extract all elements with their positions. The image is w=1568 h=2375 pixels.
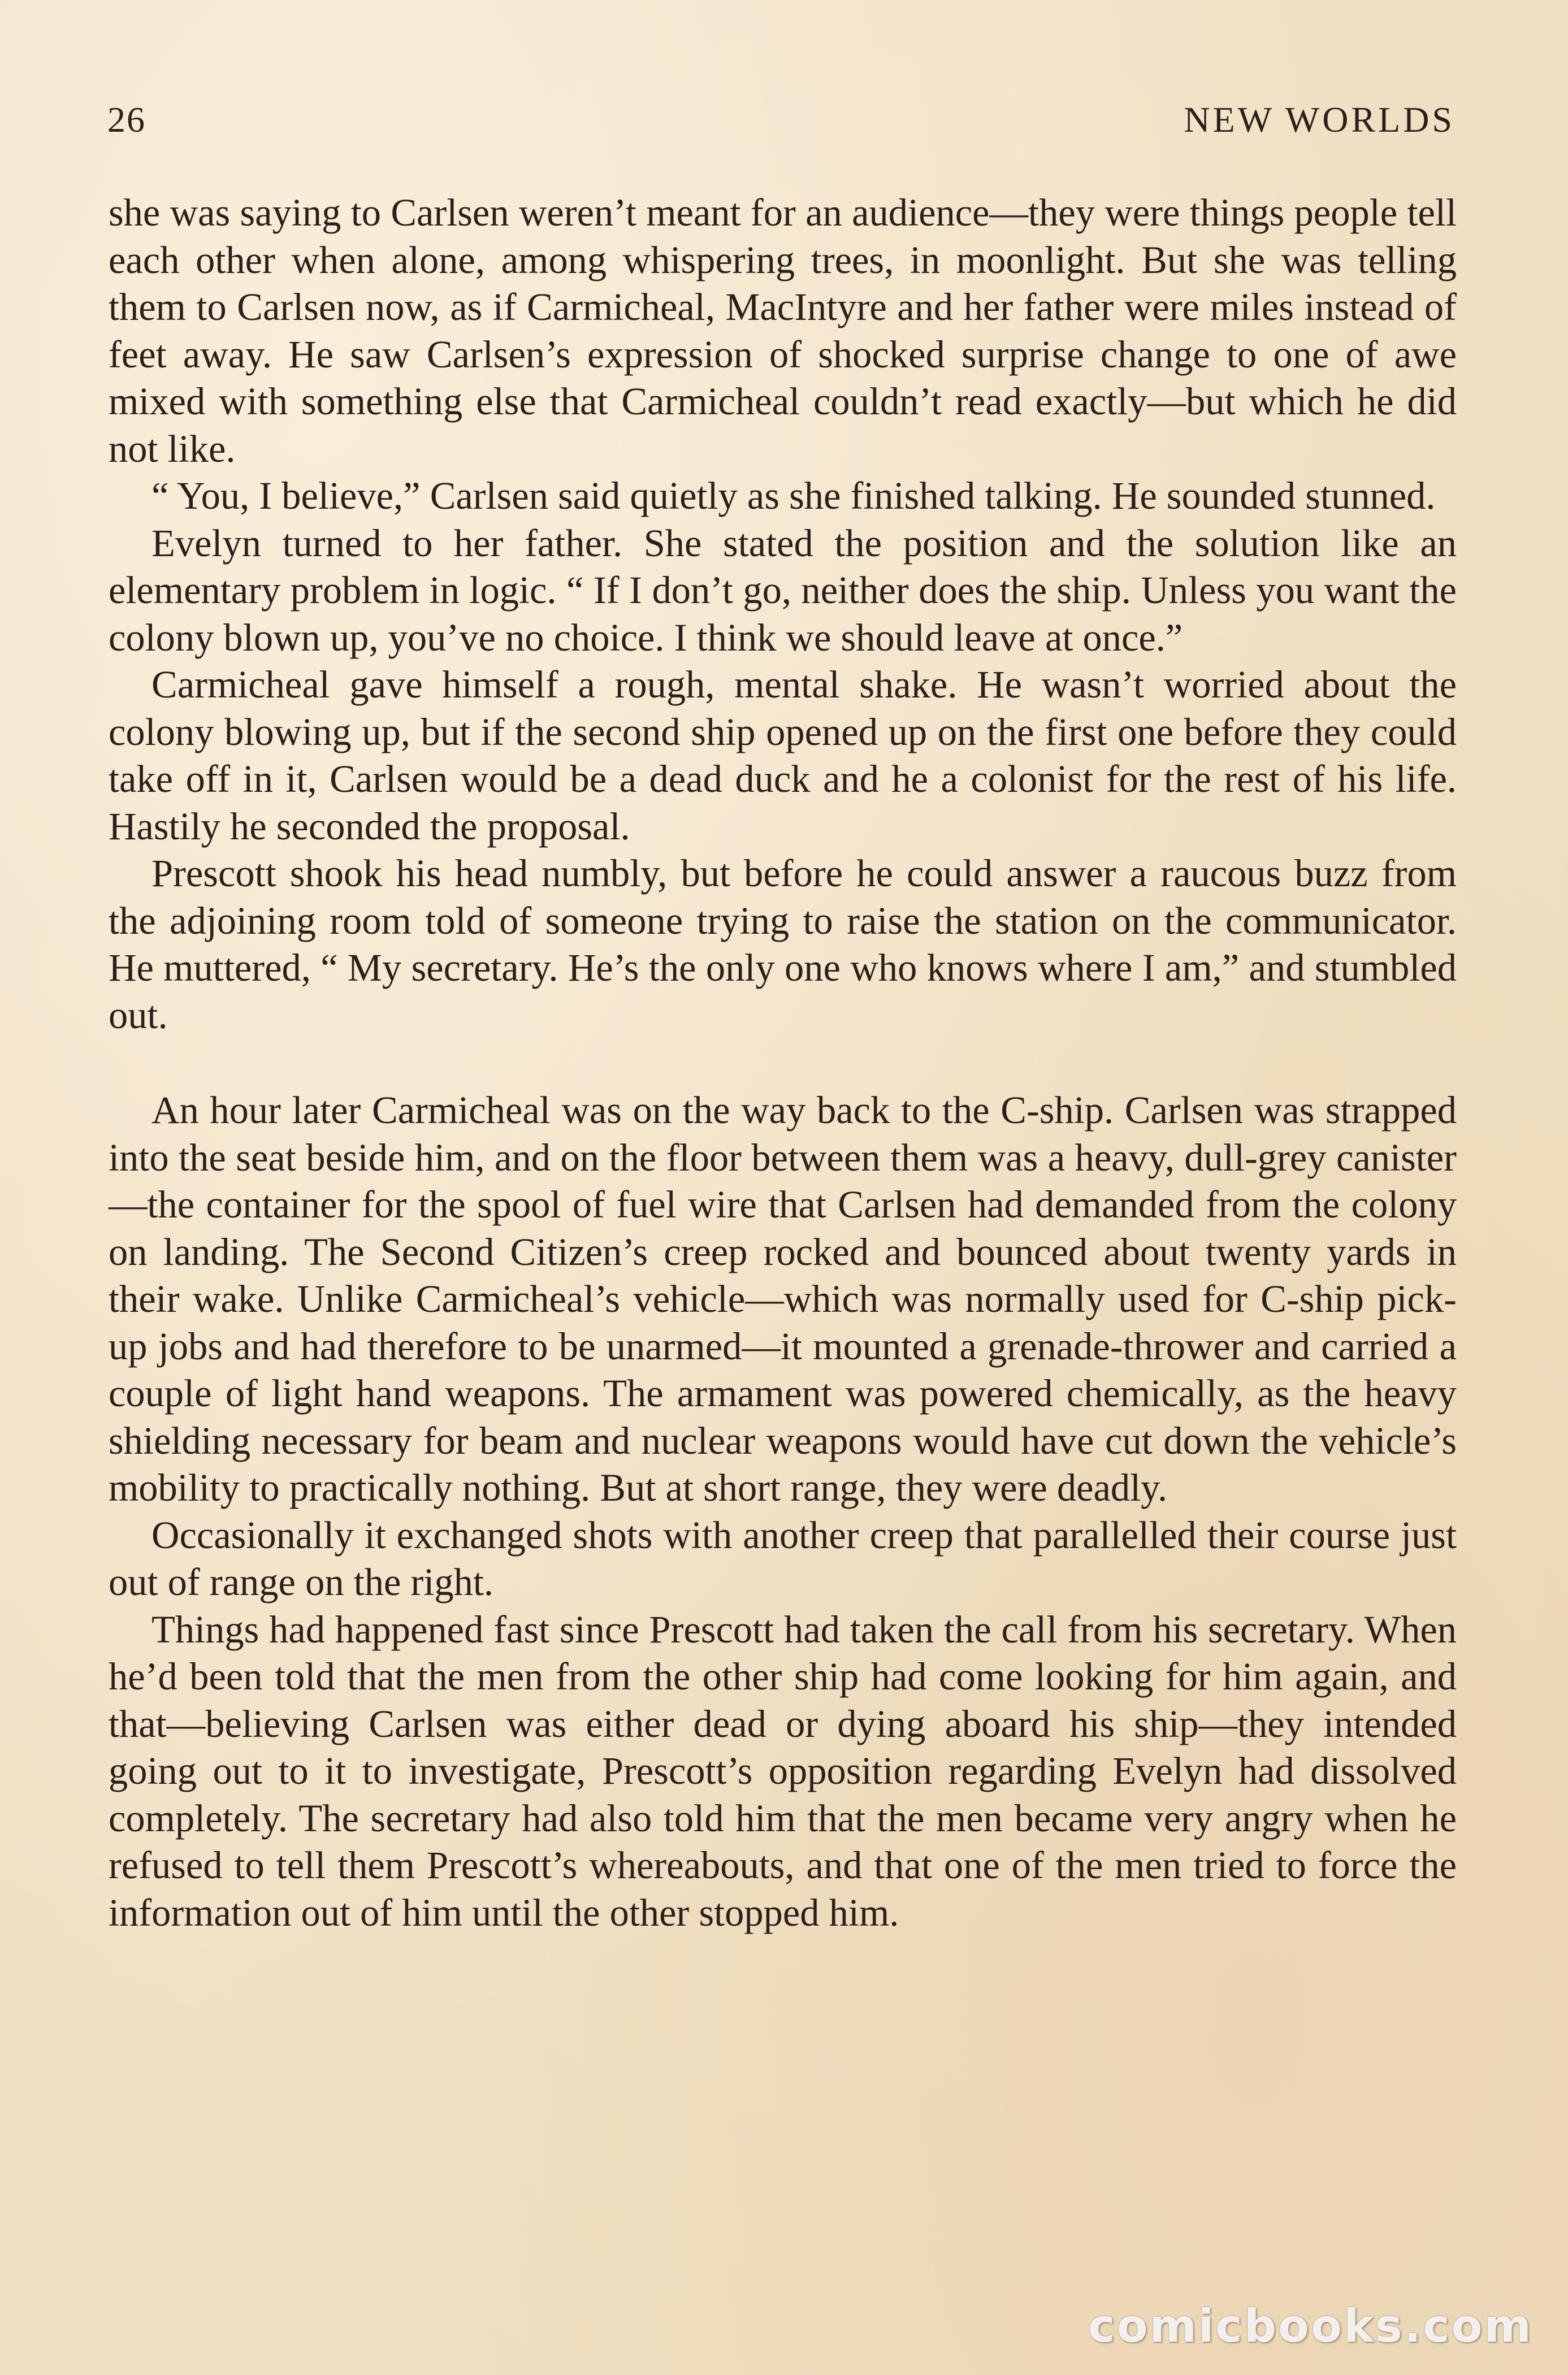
paragraph: Occasionally it exchanged shots with another creep that parallelled their course just out of range on the right. xyxy=(109,1513,1457,1603)
paragraph: An hour later Carmicheal was on the way back to the C-ship. Carlsen was strapped into the seat beside him, and on the floor between them was a heavy, dull-grey canister—the container for the spool of fuel wire that Carlsen had demanded from the colony on landing. The Second Citizen’s creep rocked and bounced about twenty yards in their wake. Unlike Carmicheal’s vehicle—which was normally used for C-ship pick-up jobs and had therefore to be unarmed—it mounted a grenade-thrower and carried a couple of light hand weapons. The armament was powered chemically, as the heavy shielding necessary for beam and nuclear weapons would have cut down the vehicle’s mobility to practically nothing. But at short range, they were deadly. xyxy=(109,1089,1457,1509)
paragraph: Carmicheal gave himself a rough, mental shake. He wasn’t worried about the colony blowing up, but if the second ship opened up on the first one before they could take off in it, Carlsen would be a dead duck and he a colonist for the rest of his life. Hastily he seconded the proposal. xyxy=(109,663,1457,848)
page-number: 26 xyxy=(107,99,146,140)
body-text xyxy=(109,189,1457,1936)
paragraph: “ You, I believe,” Carlsen said quietly as she finished talking. He sounded stunned. xyxy=(151,474,1436,517)
paragraph: Prescott shook his head numbly, but before he could answer a raucous buzz from the adjoining room told of someone trying to raise the station on the communicator. He muttered, “ My secretary. He’s the only one who knows where I am,” and stumbled out. xyxy=(109,852,1457,1037)
running-head xyxy=(107,99,1455,150)
paragraph: Evelyn turned to her father. She stated the position and the solution like an elementary problem in logic. “ If I don’t go, neither does the ship. Unless you want the colony blown up, you’ve no choice. I think we should leave at once.” xyxy=(109,521,1457,659)
watermark: comicbooks.com xyxy=(1088,2300,1533,2352)
paragraph: Things had happened fast since Prescott had taken the call from his secretary. When he’d been told that the men from the other ship had come looking for him again, and that—believing Carlsen was either dead or dying aboard his ship—they intended going out to it to investigate, Prescott’s opposition regarding Evelyn had dissolved completely. The secretary had also told him that the men became very angry when he refused to tell them Prescott’s whereabouts, and that one of the men tried to force the information out of him until the other stopped him. xyxy=(109,1607,1457,1934)
paragraph: she was saying to Carlsen weren’t meant for an audience—they were things people tell each other when alone, among whispering trees, in moonlight. But she was telling them to Carlsen now, as if Carmicheal, MacIntyre and her father were miles instead of feet away. He saw Carlsen’s expression of shocked surprise change to one of awe mixed with something else that Carmicheal couldn’t read exactly—but which he did not like. xyxy=(109,191,1457,470)
running-title: NEW WORLDS xyxy=(1184,99,1455,140)
